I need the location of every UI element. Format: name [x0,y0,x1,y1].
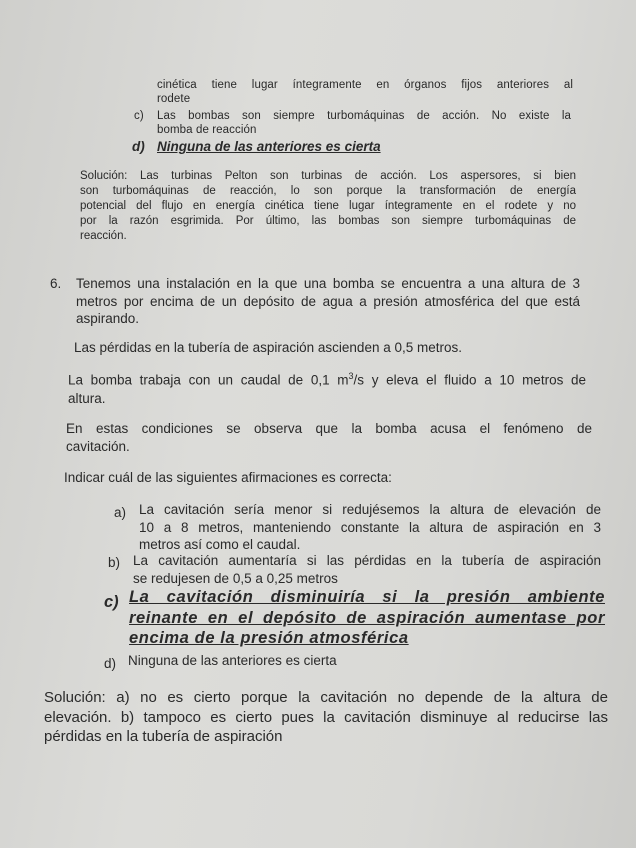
question-flow-line2: altura. [68,390,106,406]
prev-option-c-line1: Las bombas son siempre turbomáquinas de acción. No existe la [157,110,571,122]
solution-line3: pérdidas en la tubería de aspiración [44,728,283,745]
prev-option-c [157,110,571,138]
prev-solution-line3: potencial del flujo en energía cinética tiene lugar íntegramente en el rodete y no [80,199,576,212]
solution [44,688,608,747]
prev-option-b-line1: cinética tiene lugar íntegramente en órganos fijos anteriores al [157,79,573,91]
option-c-line1: La cavitación disminuiría si la presión ambiente [129,588,605,606]
prev-solution [80,169,576,244]
prev-option-d-text: Ninguna de las anteriores es cierta [157,139,381,154]
option-b-label: b) [108,555,121,570]
question-intro-line3: aspirando. [76,311,140,327]
question-intro-line2: metros por encima de un depósito de agua a presión atmosférica del que está [76,293,580,309]
option-a-line3: metros así como el caudal. [139,537,301,553]
prev-solution-line2: son turbomáquinas de reacción, lo son porque la transformación de energía [80,184,576,197]
solution-line2: elevación. b) tampoco es cierto pues la cavitación disminuye al reducirse las [44,708,608,726]
option-b-line2: se redujesen de 0,5 a 0,25 metros [133,570,338,586]
option-d-label: d) [104,656,117,671]
question-intro-line1: Tenemos una instalación en la que una bomba se encuentra a una altura de 3 [76,276,580,291]
question-cavitation [66,420,592,456]
question-prompt: Indicar cuál de las siguientes afirmaciones es correcta: [64,470,392,485]
prev-solution-line5: reacción. [80,229,127,242]
question-flow-exponent: 3 [348,371,354,381]
option-d-text: Ninguna de las anteriores es cierta [128,653,337,668]
question-cavitation-line2: cavitación. [66,439,130,455]
prev-option-c-line2: bomba de reacción [157,123,257,136]
question-intro [76,275,580,328]
question-number: 6. [50,276,62,291]
prev-option-d-label: d) [132,139,145,154]
option-a-label: a) [114,505,127,520]
option-c [129,587,605,649]
solution-line1: Solución: a) no es cierto porque la cavitación no depende de la altura de [44,689,608,706]
prev-option-b-tail [157,79,573,107]
option-b-line1: La cavitación aumentaría si las pérdidas en la tubería de aspiración [133,553,601,568]
prev-solution-line4: por la razón esgrimida. Por último, las bombas son siempre turbomáquinas de [80,214,576,227]
prev-solution-line1: Solución: Las turbinas Pelton son turbinas de acción. Los aspersores, si bien [80,170,576,182]
question-flow-part2: /s y eleva el fluido a 10 metros de [353,372,587,388]
option-b [133,552,601,587]
question-flow [68,370,586,408]
option-c-label: c) [104,593,119,611]
prev-option-c-label: c) [134,110,144,122]
prev-option-b-line2: rodete [157,92,191,105]
question-cavitation-line1: En estas condiciones se observa que la bomba acusa el fenómeno de [66,421,592,436]
question-flow-line1 [68,370,586,390]
option-c-line3: encima de la presión atmosférica [129,629,409,648]
question-flow-part1: La bomba trabaja con un caudal de 0,1 m [68,372,349,388]
option-a [139,501,601,554]
option-a-line2: 10 a 8 metros, manteniendo constante la altura de aspiración en 3 [139,519,601,535]
option-a-line1: La cavitación sería menor si redujésemos la altura de elevación de [139,502,601,517]
question-losses: Las pérdidas en la tubería de aspiración ascienden a 0,5 metros. [74,340,462,355]
option-c-line2: reinante en el depósito de aspiración aumentase por [129,608,605,627]
